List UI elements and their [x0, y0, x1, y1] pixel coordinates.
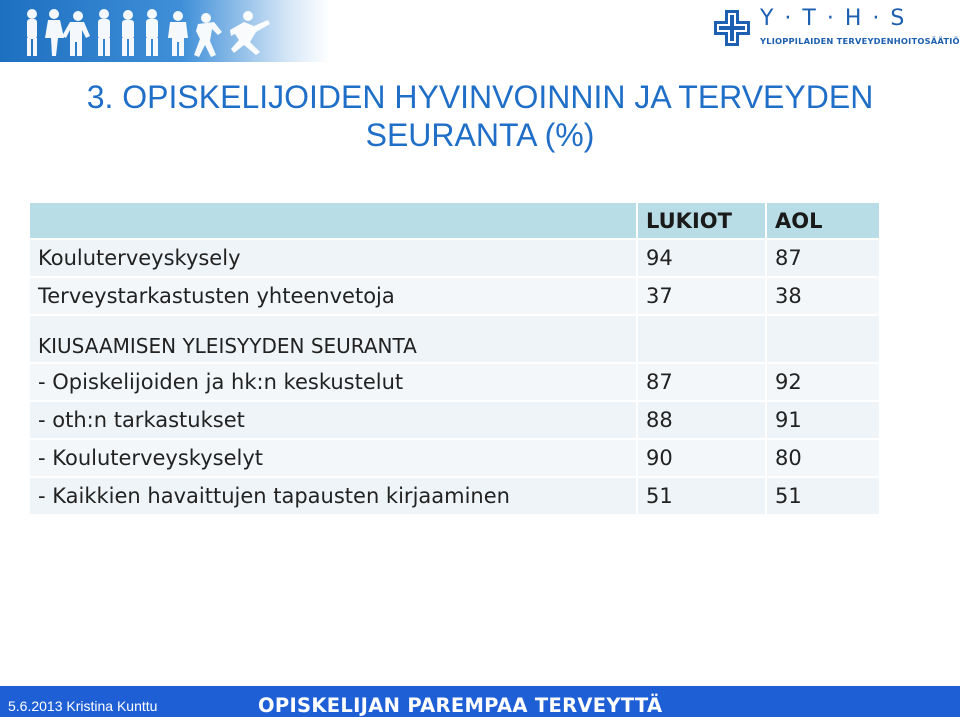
header-cell-aol: AOL — [767, 203, 879, 238]
row-label: - Kaikkien havaittujen tapausten kirjaaminen — [30, 478, 636, 514]
row-label: - Opiskelijoiden ja hk:n keskustelut — [30, 364, 636, 400]
footer-slogan: OPISKELIJAN PAREMPAA TERVEYTTÄ — [258, 694, 663, 717]
row-aol: 51 — [767, 478, 879, 514]
table-row — [30, 440, 879, 476]
table-row — [30, 478, 879, 514]
row-lukiot — [638, 316, 765, 362]
row-label: Terveystarkastusten yhteenvetoja — [30, 278, 636, 314]
row-lukiot: 51 — [638, 478, 765, 514]
section-heading: KIUSAAMISEN YLEISYYDEN SEURANTA — [30, 316, 636, 362]
row-aol: 80 — [767, 440, 879, 476]
row-aol: 38 — [767, 278, 879, 314]
yths-logo — [712, 6, 960, 52]
table-row — [30, 364, 879, 400]
header-cell-label — [30, 203, 636, 238]
row-lukiot: 87 — [638, 364, 765, 400]
footer-bar — [0, 686, 960, 717]
row-label: - oth:n tarkastukset — [30, 402, 636, 438]
table-row — [30, 240, 879, 276]
row-lukiot: 37 — [638, 278, 765, 314]
table-header-row — [30, 203, 879, 238]
cross-emblem-icon — [712, 8, 752, 48]
row-aol: 91 — [767, 402, 879, 438]
row-lukiot: 88 — [638, 402, 765, 438]
header-cell-lukiot: LUKIOT — [638, 203, 765, 238]
footer-date-author: 5.6.2013 Kristina Kunttu — [8, 698, 158, 714]
logo-letters: Y · T · H · S — [760, 6, 907, 31]
row-aol — [767, 316, 879, 362]
title-line-2: SEURANTA (%) — [365, 117, 595, 153]
header-banner — [0, 0, 330, 62]
row-lukiot: 90 — [638, 440, 765, 476]
title-line-1: 3. OPISKELIJOIDEN HYVINVOINNIN JA TERVEYDEN — [86, 79, 874, 115]
table-row — [30, 402, 879, 438]
row-label: - Kouluterveyskyselyt — [30, 440, 636, 476]
row-lukiot: 94 — [638, 240, 765, 276]
table-row — [30, 278, 879, 314]
people-silhouettes-image — [20, 8, 280, 58]
logo-subtitle: YLIOPPILAIDEN TERVEYDENHOITOSÄÄTIÖ — [760, 36, 960, 46]
row-label: Kouluterveyskysely — [30, 240, 636, 276]
row-aol: 87 — [767, 240, 879, 276]
page-title — [40, 78, 920, 154]
row-aol: 92 — [767, 364, 879, 400]
table-row — [30, 316, 879, 362]
statistics-table — [28, 201, 881, 516]
top-band — [0, 0, 960, 62]
